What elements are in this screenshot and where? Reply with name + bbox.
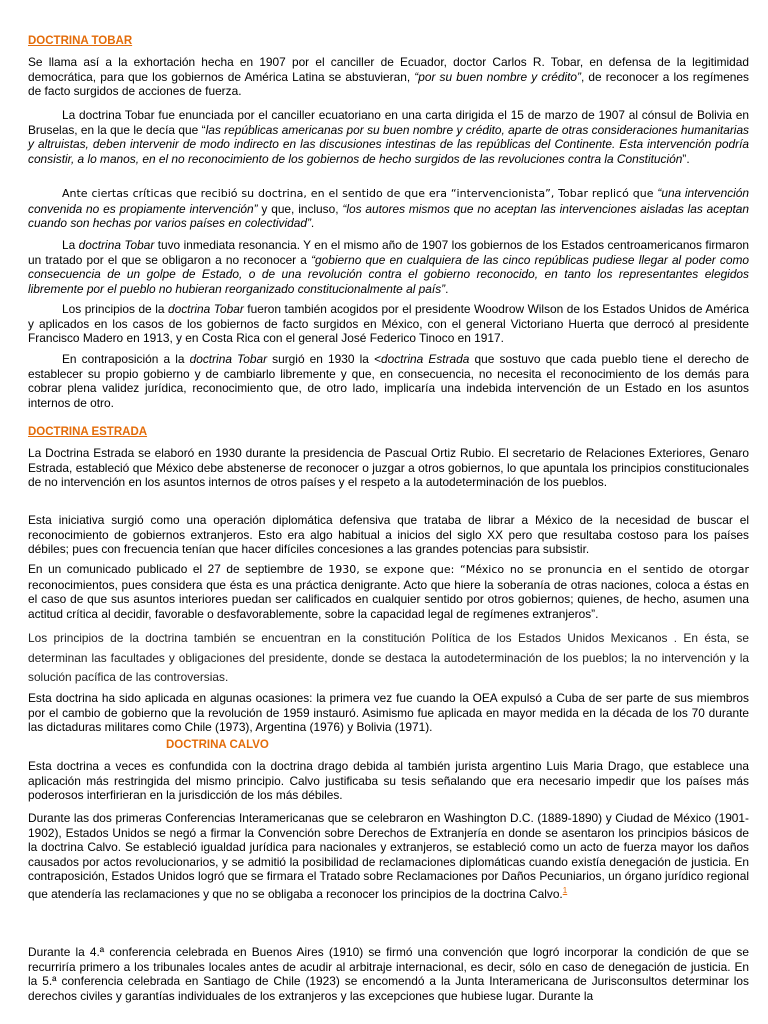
tobar-p3-quote-2: “los autores mismos que no aceptan las intervenciones aisladas las aceptan cuando son hechas por varios países en colectividad” [28,201,749,231]
tobar-p5-text-a: Los principios de la [62,302,168,316]
heading-doctrina-calvo: DOCTRINA CALVO [166,739,269,751]
tobar-p4-text-a: La [62,238,79,252]
tobar-paragraph-2 [28,108,749,166]
tobar-p5-italic: doctrina Tobar [167,302,244,316]
estrada-p3-text-c: reconocimientos, pues considera que ésta es una práctica denigrante. Acto que hiere la soberanía de otras naciones, coloca a éstas en el caso de que sus asuntos interiores puedan ser calificados en cualquier sentido por otros gobiernos; quienes, de hecho, asumen una actitud crítica al decidir, favorable o desfavorablemente, sobre la capacidad legal de regímenes extranjeros”. [28,577,749,621]
tobar-p1-text-b: , de reconocer a los regímenes de facto surgidos de acciones de fuerza. [28,69,749,99]
calvo-paragraph-2 [28,811,749,902]
heading-estrada-part-a: DOCTRINA [28,426,92,438]
calvo-paragraph-3: Durante la 4.ª conferencia celebrada en Buenos Aires (1910) se firmó una convención que logró incorporar la condición de que se recurriría primero a los tribunales locales antes de acudir al arbitraje internacional, es decir, sólo en caso de denegación de justicia. En la 5.ª conferencia celebrada en Santiago de Chile (1923) se encomendó a la Junta Interamericana de Jurisconsultos determinar los derechos civiles y garantías individuales de los extranjeros y las excepciones que hubiese lugar. Durante la [28,945,749,1003]
estrada-p3-text-b: 1930, se expone que: “México no se pronuncia en el sentido de otorgar [328,563,750,576]
tobar-p4-text-b: tuvo inmediata resonancia. Y en el mismo año de 1907 los gobiernos de los Estados centroamericanos firmaron un tratado por el que se obligaron a no reconocer a [28,238,749,267]
calvo-p2-text: Durante las dos primeras Conferencias Interamericanas que se celebraron en Washington D.C. (1889-1890) y Ciudad de México (1901-1902), Estados Unidos se negó a firmar la Convención sobre Derechos de Extranjería en donde se asentaron los principios básicos de la doctrina Calvo. Se estableció igualdad jurídica para nacionales y extranjeros, se estableció como un acto de fuerza mayor los daños causados por actos revolucionarios, y se admitió la posibilidad de reclamaciones diplomáticas cuando existía denegación de justicia. En contraposición, Estados Unidos logró que se firmara el Tratado sobre Reclamaciones por Daños Pecuniarios, un órgano jurídico regional que atendería las reclamaciones y que no se obligaba a reconocer los principios de la doctrina Calvo. [28,811,749,901]
tobar-p3-text-c: . [310,216,315,231]
footnote-link[interactable]: 1 [562,885,568,895]
tobar-p6-italic-1: doctrina Tobar [189,352,268,366]
tobar-paragraph-3 [28,186,749,231]
calvo-paragraph-1: Esta doctrina a veces es confundida con la doctrina drago debida al también jurista argentino Luis Maria Drago, que establece una aplicación más restringida del mismo principio. Calvo justificaba su tesis señalando que era necesario impedir que los países más poderosos interfirieran en la jurisdicción de los más débiles. [28,759,749,803]
tobar-p4-text-c: . [445,281,449,296]
tobar-p6-text-a: En contraposición a la [62,352,190,366]
heading-estrada-part-b: ESTRADA [91,426,148,438]
estrada-paragraph-4: Los principios de la doctrina también se encuentran en la constitución Política de los Estados Unidos Mexicanos . En ésta, se determinan las facultades y obligaciones del presidente, donde se destaca la autodeterminación de los pueblos; la no intervención y la solución pacífica de las controversias. [28,631,749,684]
tobar-p2-quote: las repúblicas americanas por su buen nombre y crédito, aparte de otras consideraciones humanitarias y altruistas, deben intervenir de modo indirecto en las discusiones intestinas de las repúblicas del Continente. Esta intervención podría consistir, a lo manos, en el no reconocimiento de los gobiernos de hecho surgidos de las revoluciones contra la Constitución [28,122,749,166]
estrada-p3-text-a: En un comunicado publicado el 27 de septiembre de [28,562,329,576]
tobar-p6-text-b: surgió en 1930 la [267,352,375,366]
estrada-paragraph-3 [28,562,749,621]
tobar-paragraph-6 [28,352,749,410]
estrada-paragraph-2: Esta iniciativa surgió como una operación diplomática defensiva que trataba de librar a México de la necesidad de buscar el reconocimiento de gobiernos extranjeros. Esto era algo habitual a inicios del siglo XX pero que resultaba costoso para los países débiles; pues con frecuencia tenían que hacer difíciles concesiones a las grandes potencias para subsistir. [28,513,749,557]
tobar-p1-quote: “por su buen nombre y crédito” [414,69,581,84]
tobar-p3-text-a: Ante ciertas críticas que recibió su doctrina, en el sentido de que era “intervencionista”, Tobar replicó que [62,187,658,200]
tobar-paragraph-4 [28,238,749,296]
tobar-p4-italic: doctrina Tobar [78,238,155,252]
heading-doctrina-tobar: DOCTRINA TOBAR [28,35,133,47]
tobar-p5-text-b: fueron también acogidos por el presidente Woodrow Wilson de los Estados Unidos de América y aplicados en los casos de los gobiernos de facto surgidos en México, con el general Victoriano Huerta que derrocó al presidente Francisco Madero en 1913, y en Costa Rica con el general José Federico Tinoco en 1917. [28,302,749,346]
estrada-paragraph-1: La Doctrina Estrada se elaboró en 1930 durante la presidencia de Pascual Ortiz Rubio. El secretario de Relaciones Exteriores, Genaro Estrada, estableció que México debe abstenerse de reconocer o juzgar a otros gobiernos, lo que apuntala los principios constitucionales de no intervención en los asuntos internos de otros países y el respeto a la autodeterminación de los pueblos. [28,446,749,490]
tobar-p3-text-b: y que, incluso, [257,201,343,216]
heading-doctrina-estrada [28,426,147,438]
tobar-p4-quote: “gobierno que en cualquiera de las cinco repúblicas pudiese llegar al poder como consecuencia de un golpe de Estado, o de una revolución contra el gobierno reconocido, en tanto los representantes elegidos libremente por el pueblo no hubieran reorganizado constitucionalmente al país” [28,252,749,296]
tobar-p2-text-a: La doctrina Tobar fue enunciada por el canciller ecuatoriano en una carta dirigida el 15 de marzo de 1907 al cónsul de Bolivia en Bruselas, en la que le decía que “ [28,108,749,137]
tobar-p2-text-b: ”. [682,151,690,166]
tobar-p6-text-c: que sostuvo que cada pueblo tiene el derecho de establecer su propio gobierno y de cambiarlo libremente y que, en consecuencia, no necesita el reconocimiento de los demás para cobrar plena validez jurídica, reconocimiento que, de otro lado, implicaría una indebida intervención de un Estado en los asuntos internos de otro. [28,352,749,410]
tobar-paragraph-1 [28,55,749,99]
tobar-paragraph-5 [28,302,749,346]
estrada-paragraph-5: Esta doctrina ha sido aplicada en algunas ocasiones: la primera vez fue cuando la OEA expulsó a Cuba de ser parte de sus miembros por el cambio de gobierno que la revolución de 1959 instauró. Asimismo fue aplicada en mayor medida en la década de los 70 durante las dictaduras militares como Chile (1973), Argentina (1976) y Bolivia (1971). [28,691,749,735]
tobar-p1-text-a: Se llama así a la exhortación hecha en 1907 por el canciller de Ecuador, doctor Carlos R. Tobar, en defensa de la legitimidad democrática, para que los gobiernos de América Latina se abstuvieran, [28,55,749,84]
tobar-p6-italic-2: <doctrina Estrada [374,352,470,366]
tobar-p3-quote-1: “una intervención convenida no es propiamente intervención” [28,186,750,216]
